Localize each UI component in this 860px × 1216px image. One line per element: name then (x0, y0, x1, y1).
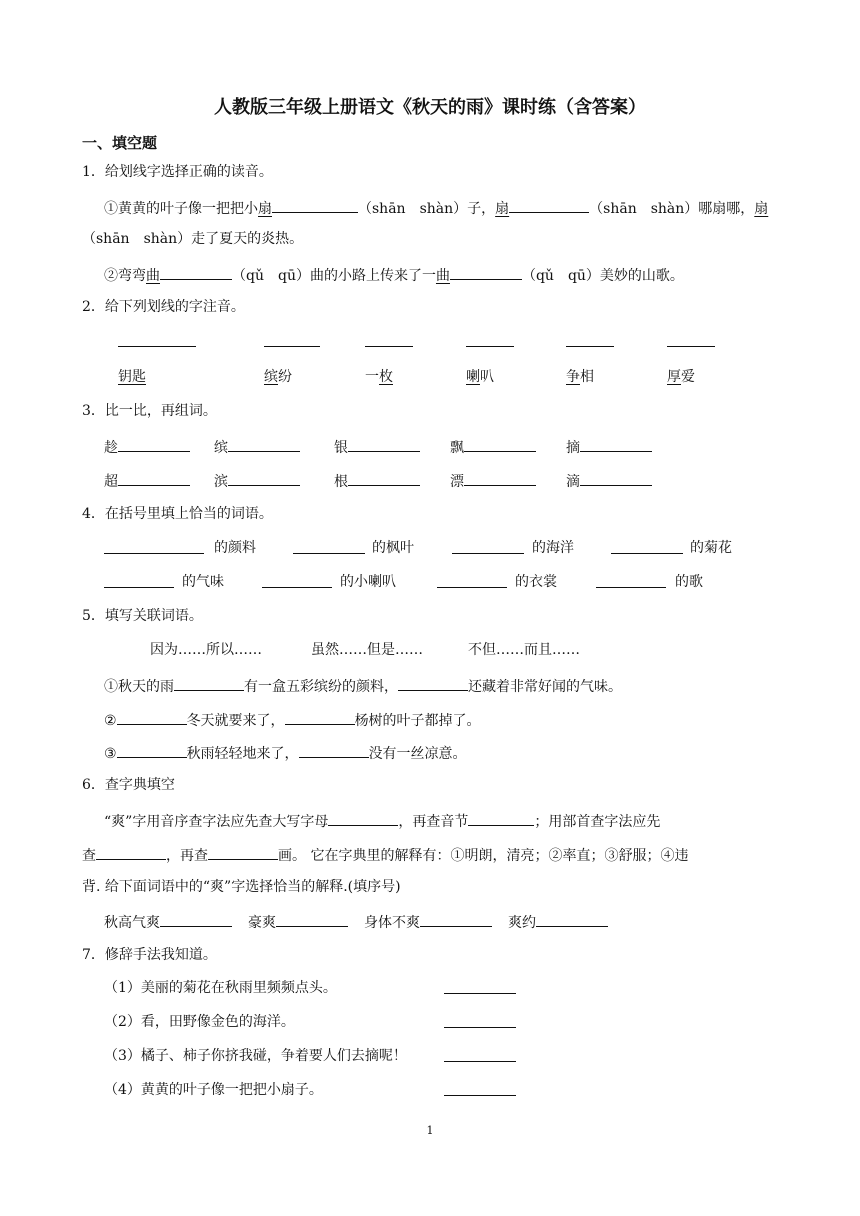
underlined-char: 扇 (754, 201, 769, 217)
q5-text: 杨树的叶子都掉了。 (354, 713, 481, 729)
q5-sentence-1 (104, 674, 622, 697)
phrase-blank[interactable] (262, 587, 332, 588)
q6-stem: 6．查字典填空 (82, 777, 175, 793)
phrase-blank[interactable] (104, 553, 204, 554)
answer-blank[interactable] (160, 910, 232, 927)
word-blank[interactable] (464, 469, 536, 486)
phrase-suffix: 的颜料 (214, 540, 256, 556)
compare-char: 趁 (104, 440, 118, 456)
phrase-suffix: 的小喇叭 (340, 574, 396, 590)
q5-text: 有一盒五彩缤纷的颜料， (244, 679, 398, 695)
conjunction-blank[interactable] (299, 741, 369, 758)
q1-text: （shān shàn）哪扇哪， (589, 201, 755, 217)
q6-line2 (82, 843, 688, 866)
rhetoric-blank[interactable] (444, 993, 516, 994)
underlined-char: 扇 (258, 201, 272, 217)
phrase-blank[interactable] (452, 553, 524, 554)
underlined-char: 钥匙 (118, 369, 146, 385)
conjunction-blank[interactable] (174, 674, 244, 691)
word-pre: 一 (365, 369, 379, 385)
page-title: 人教版三年级上册语文《秋天的雨》课时练（含答案） (214, 97, 646, 118)
word-blank[interactable] (118, 435, 190, 452)
pinyin-blank[interactable] (667, 346, 715, 347)
q6-word: 爽约 (508, 915, 536, 931)
rhetoric-blank[interactable] (444, 1095, 516, 1096)
q5-text: ①秋天的雨 (104, 679, 174, 695)
q5-sentence-3 (104, 741, 467, 764)
phrase-suffix: 的歌 (675, 574, 703, 590)
word-rest: 相 (580, 369, 594, 385)
conjunction-option: 虽然……但是…… (311, 642, 423, 658)
answer-blank[interactable] (420, 910, 492, 927)
q5-text: 还藏着非常好闻的气味。 (468, 679, 622, 695)
answer-blank[interactable] (272, 196, 358, 213)
q2-word (667, 367, 695, 387)
compare-char: 银 (334, 440, 348, 456)
phrase-suffix: 的衣裳 (515, 574, 557, 590)
pinyin-blank[interactable] (566, 346, 614, 347)
q2-word (466, 367, 494, 387)
underlined-char: 缤 (264, 369, 278, 385)
q1-text: ①黄黄的叶子像一把把小 (104, 201, 258, 217)
q5-text: 秋雨轻轻地来了， (186, 746, 299, 762)
q7-item: （2）看，田野像金色的海洋。 (104, 1014, 295, 1030)
word-rest: 纷 (278, 369, 292, 385)
compare-char: 滴 (566, 474, 580, 490)
q1-line2: （shān shàn）走了夏天的炎热。 (82, 231, 304, 247)
answer-blank[interactable] (536, 910, 608, 927)
word-blank[interactable] (348, 469, 420, 486)
q6-text: “爽”字用音序查字法应先查大写字母 (104, 814, 329, 830)
phrase-blank[interactable] (437, 587, 507, 588)
word-blank[interactable] (228, 469, 300, 486)
underlined-char: 曲 (146, 268, 160, 284)
answer-blank[interactable] (468, 809, 534, 826)
compare-char: 根 (334, 474, 348, 490)
underlined-char: 枚 (379, 369, 393, 385)
section-heading: 一、填空题 (82, 134, 158, 152)
q5-text: 没有一丝凉意。 (368, 746, 467, 762)
underlined-char: 厚 (667, 369, 681, 385)
q3-stem: 3．比一比，再组词。 (82, 403, 217, 419)
q6-text: 画。 它在字典里的解释有：①明朗，清亮；②率直；③舒服；④违 (278, 848, 689, 864)
rhetoric-blank[interactable] (444, 1027, 516, 1028)
q5-text: 冬天就要来了， (186, 713, 285, 729)
q6-line3: 背. 给下面词语中的“爽”字选择恰当的解释.(填序号) (82, 879, 401, 895)
phrase-blank[interactable] (596, 587, 666, 588)
answer-blank[interactable] (96, 843, 166, 860)
compare-char: 超 (104, 474, 118, 490)
pinyin-blank[interactable] (365, 346, 413, 347)
q2-word (264, 367, 292, 387)
q1-text: （shān shàn）子， (358, 201, 496, 217)
answer-blank[interactable] (509, 196, 589, 213)
q6-text: ；用部首查字法应先 (534, 814, 661, 830)
phrase-suffix: 的菊花 (690, 540, 732, 556)
conjunction-option: 不但……而且…… (468, 642, 580, 658)
word-blank[interactable] (580, 469, 652, 486)
phrase-blank[interactable] (293, 553, 365, 554)
answer-blank[interactable] (160, 263, 232, 280)
phrase-blank[interactable] (611, 553, 683, 554)
compare-char: 缤 (214, 440, 228, 456)
word-blank[interactable] (464, 435, 536, 452)
conjunction-option: 因为……所以…… (150, 642, 262, 658)
underlined-char: 喇 (466, 369, 480, 385)
q5-stem: 5．填写关联词语。 (82, 608, 203, 624)
underlined-char: 扇 (495, 201, 510, 217)
answer-blank[interactable] (450, 263, 522, 280)
compare-char: 飘 (450, 440, 464, 456)
q6-text: ，再查音节 (398, 814, 469, 830)
q1-text: ②弯弯 (104, 268, 146, 284)
underlined-char: 争 (566, 369, 580, 385)
q6-text: 查 (82, 848, 96, 864)
compare-row-2 (104, 469, 652, 492)
pinyin-blank[interactable] (118, 346, 196, 347)
answer-blank[interactable] (328, 809, 398, 826)
word-blank[interactable] (580, 435, 652, 452)
phrase-suffix: 的气味 (182, 574, 224, 590)
q1-line1 (104, 196, 768, 219)
compare-char: 漂 (450, 474, 464, 490)
conjunction-blank[interactable] (398, 674, 468, 691)
q6-word: 豪爽 (248, 915, 276, 931)
q2-word (118, 367, 146, 387)
q1-text: （qǔ qū）曲的小路上传来了一 (232, 268, 436, 284)
q2-word (365, 367, 393, 387)
q6-line1 (104, 809, 660, 832)
q4-stem: 4．在括号里填上恰当的词语。 (82, 506, 273, 522)
pinyin-blank[interactable] (264, 346, 320, 347)
conjunction-blank[interactable] (285, 708, 355, 725)
conjunction-blank[interactable] (117, 708, 187, 725)
word-blank[interactable] (228, 435, 300, 452)
phrase-suffix: 的海洋 (532, 540, 574, 556)
q7-item: （3）橘子、柿子你挤我碰，争着要人们去摘呢！ (104, 1048, 407, 1064)
q6-words-row (104, 910, 608, 933)
q5-sentence-2 (104, 708, 481, 731)
conjunction-blank[interactable] (117, 741, 187, 758)
q5-text: ③ (104, 746, 117, 762)
q2-stem: 2．给下列划线的字注音。 (82, 299, 245, 315)
word-rest: 叭 (480, 369, 494, 385)
q7-item: （4）黄黄的叶子像一把把小扇子。 (104, 1082, 323, 1098)
q6-text: ，再查 (166, 848, 208, 864)
rhetoric-blank[interactable] (444, 1061, 516, 1062)
underlined-char: 曲 (435, 268, 450, 284)
q5-text: ② (104, 713, 117, 729)
q6-word: 身体不爽 (364, 915, 420, 931)
pinyin-blank[interactable] (466, 346, 514, 347)
word-blank[interactable] (118, 469, 190, 486)
q1-stem: 1．给划线字选择正确的读音。 (82, 164, 273, 180)
answer-blank[interactable] (208, 843, 278, 860)
compare-char: 摘 (566, 440, 580, 456)
q7-stem: 7．修辞手法我知道。 (82, 947, 217, 963)
word-blank[interactable] (348, 435, 420, 452)
q1-text: （qǔ qū）美妙的山歌。 (521, 268, 684, 284)
page-number: 1 (426, 1124, 434, 1137)
compare-row-1 (104, 435, 652, 458)
word-rest: 爱 (681, 369, 695, 385)
q2-word (566, 367, 594, 387)
compare-char: 滨 (214, 474, 228, 490)
answer-blank[interactable] (276, 910, 348, 927)
q1-line3 (104, 263, 684, 286)
phrase-suffix: 的枫叶 (372, 540, 414, 556)
q7-item: （1）美丽的菊花在秋雨里频频点头。 (104, 980, 337, 996)
phrase-blank[interactable] (104, 587, 174, 588)
q6-word: 秋高气爽 (104, 915, 160, 931)
